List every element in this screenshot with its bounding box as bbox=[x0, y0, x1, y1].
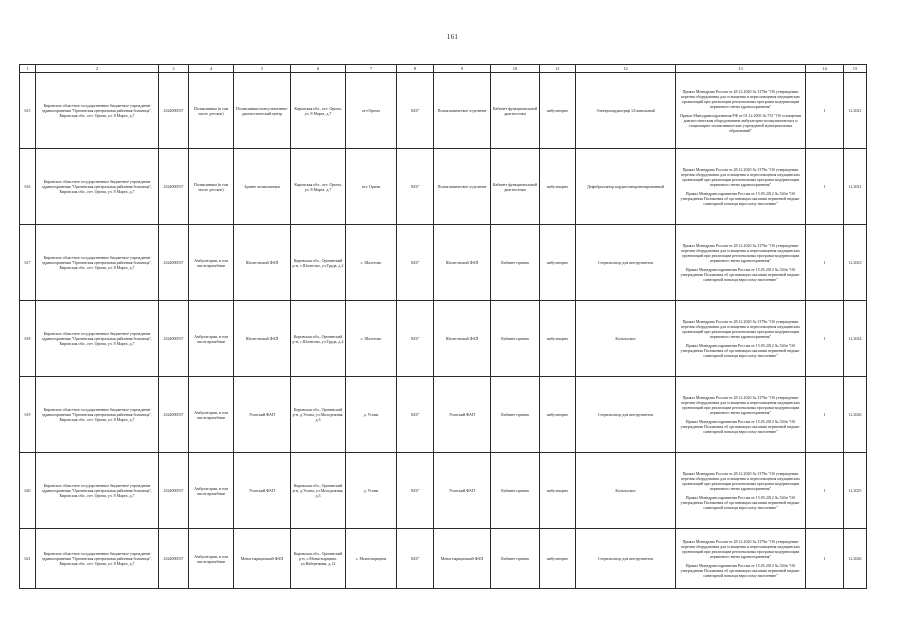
inn-cell: 4324000537 bbox=[159, 225, 189, 301]
department-cell: Шалеговский ФАП bbox=[434, 301, 491, 377]
locality-cell: с. Шалегово bbox=[346, 301, 397, 377]
legal-basis-cell bbox=[676, 377, 806, 453]
room-cell: Кабинет приема bbox=[491, 529, 540, 589]
equipment-cell: Стерилизатор для инструментов bbox=[576, 377, 676, 453]
inn-cell: 4324000537 bbox=[159, 453, 189, 529]
organization-cell: Кировское областное государственное бюджетное учреждение здравоохранения "Оричевская центральная районная больница", Кировская обл., пгт. Оричи, ул. 8 Марта, д.7 bbox=[36, 225, 159, 301]
care-type-cell: амбулаторно bbox=[540, 453, 576, 529]
unit-type-cell: Амбулатории, в том числе врачебные bbox=[189, 225, 234, 301]
organization-cell: Кировское областное государственное бюджетное учреждение здравоохранения "Оричевская центральная районная больница", Кировская обл., пгт. Оричи, ул. 8 Марта, д.7 bbox=[36, 453, 159, 529]
department-cell: Поликлиническое отделение bbox=[434, 149, 491, 225]
column-header: 11 bbox=[540, 65, 576, 73]
row-number: 620 bbox=[20, 453, 36, 529]
legal-basis-cell bbox=[676, 73, 806, 149]
date-cell: 12.2023 bbox=[844, 225, 867, 301]
locality-cell: пгт. Оричи bbox=[346, 149, 397, 225]
inn-cell: 4324000537 bbox=[159, 301, 189, 377]
code-cell: 8437 bbox=[397, 73, 434, 149]
equipment-cell: Кольпоскоп bbox=[576, 453, 676, 529]
page-number: 161 bbox=[446, 33, 459, 41]
legal-basis-text: Приказ Минздрава России от 28.12.2020 № 1379н "Об утверждении перечня оборудования для оснащения и переоснащения медицинских организаций при реализации региональных программ модернизации первичного звена здравоохранения" bbox=[680, 319, 801, 339]
legal-basis-text: Приказ Минздрава России от 28.12.2020 № 1379н "Об утверждении перечня оборудования для оснащения и переоснащения медицинских организаций при реализации региональных программ модернизации первичного звена здравоохранения" bbox=[680, 88, 801, 109]
equipment-cell: Дефибриллятор кардиосинхронизированный bbox=[576, 149, 676, 225]
date-cell: 12.2024 bbox=[844, 301, 867, 377]
unit-type-cell: Поликлиника (в том числе детские) bbox=[189, 73, 234, 149]
unit-type-cell: Амбулатории, в том числе врачебные bbox=[189, 453, 234, 529]
row-number: 618 bbox=[20, 301, 36, 377]
legal-basis-cell bbox=[676, 225, 806, 301]
code-cell: 8437 bbox=[397, 225, 434, 301]
legal-basis-text: Приказ Минздравсоцразвития России от 15.05.2012 № 543н "Об утверждении Положения об организации оказания первичной медико-санитарной помощи взрослому населению" bbox=[680, 495, 801, 510]
table-row bbox=[20, 529, 867, 589]
legal-basis-text: Приказ Минздравсоцразвития России от 15.05.2012 № 543н "Об утверждении Положения об организации оказания первичной медико-санитарной помощи взрослому населению" bbox=[680, 419, 801, 434]
column-header: 7 bbox=[346, 65, 397, 73]
care-type-cell: амбулаторно bbox=[540, 225, 576, 301]
department-cell: Усовский ФАП bbox=[434, 453, 491, 529]
unit-name-cell: Усовский ФАП bbox=[234, 453, 291, 529]
legal-basis-cell bbox=[676, 301, 806, 377]
column-header: 6 bbox=[291, 65, 346, 73]
column-header: 1 bbox=[20, 65, 36, 73]
care-type-cell: амбулаторно bbox=[540, 529, 576, 589]
code-cell: 8437 bbox=[397, 301, 434, 377]
quantity-cell: 1 bbox=[806, 453, 844, 529]
legal-basis-text: Приказ Минздравсоцразвития России от 15.05.2012 № 543н "Об утверждении Положения об организации оказания первичной медико-санитарной помощи взрослому населению" bbox=[680, 267, 801, 282]
column-header: 8 bbox=[397, 65, 434, 73]
column-header: 13 bbox=[676, 65, 806, 73]
legal-basis-cell bbox=[676, 453, 806, 529]
column-header: 2 bbox=[36, 65, 159, 73]
quantity-cell: 1 bbox=[806, 149, 844, 225]
unit-type-cell: Амбулатории, в том числе врачебные bbox=[189, 529, 234, 589]
legal-basis-text: Приказ Минздрава России от 28.12.2020 № 1379н "Об утверждении перечня оборудования для оснащения и переоснащения медицинских организаций при реализации региональных программ модернизации первичного звена здравоохранения" bbox=[680, 539, 801, 559]
organization-cell: Кировское областное государственное бюджетное учреждение здравоохранения "Оричевская центральная районная больница", Кировская обл., пгт. Оричи, ул. 8 Марта, д.7 bbox=[36, 529, 159, 589]
room-cell: Кабинет функциональной диагностики bbox=[491, 149, 540, 225]
locality-cell: д. Усовы bbox=[346, 377, 397, 453]
row-number: 619 bbox=[20, 377, 36, 453]
legal-basis-text: Приказ Минздрава России от 28.12.2020 № 1379н "Об утверждении перечня оборудования для оснащения и переоснащения медицинских организаций при реализации региональных программ модернизации первичного звена здравоохранения" bbox=[680, 395, 801, 415]
date-cell: 12.2021 bbox=[844, 73, 867, 149]
row-number: 616 bbox=[20, 149, 36, 225]
legal-basis-text: Приказ Минздравсоцразвития РФ от 01.12.2005 № 753 "Об оснащении диагностическим оборудованием амбулаторно-поликлинических и стационарно-поликлинических учреждений муниципальных образований" bbox=[680, 112, 801, 133]
quantity-cell: 1 bbox=[806, 377, 844, 453]
unit-type-cell: Поликлиника (в том числе детские) bbox=[189, 149, 234, 225]
legal-basis-text: Приказ Минздравсоцразвития России от 15.05.2012 № 543н "Об утверждении Положения об организации оказания первичной медико-санитарной помощи взрослому населению" bbox=[680, 343, 801, 358]
column-header: 5 bbox=[234, 65, 291, 73]
locality-cell: д. Усовы bbox=[346, 453, 397, 529]
inn-cell: 4324000537 bbox=[159, 529, 189, 589]
legal-basis-text: Приказ Минздрава России от 28.12.2020 № 1379н "Об утверждении перечня оборудования для оснащения и переоснащения медицинских организаций при реализации региональных программ модернизации первичного звена здравоохранения" bbox=[680, 243, 801, 263]
column-header: 3 bbox=[159, 65, 189, 73]
column-header: 9 bbox=[434, 65, 491, 73]
unit-type-cell: Амбулатории, в том числе врачебные bbox=[189, 377, 234, 453]
unit-name-cell: Шалеговский ФАП bbox=[234, 225, 291, 301]
legal-basis-text: Приказ Минздравсоцразвития России от 15.05.2012 № 543н "Об утверждении Положения об организации оказания первичной медико-санитарной помощи взрослому населению" bbox=[680, 191, 801, 206]
table-row bbox=[20, 73, 867, 149]
table-row bbox=[20, 149, 867, 225]
code-cell: 8437 bbox=[397, 377, 434, 453]
legal-basis-text: Приказ Минздрава России от 28.12.2020 № 1379н "Об утверждении перечня оборудования для оснащения и переоснащения медицинских организаций при реализации региональных программ модернизации первичного звена здравоохранения" bbox=[680, 167, 801, 187]
organization-cell: Кировское областное государственное бюджетное учреждение здравоохранения "Оричевская центральная районная больница", Кировская обл., пгт. Оричи, ул. 8 Марта, д.7 bbox=[36, 377, 159, 453]
code-cell: 8437 bbox=[397, 453, 434, 529]
organization-cell: Кировское областное государственное бюджетное учреждение здравоохранения "Оричевская центральная районная больница", Кировская обл., пгт. Оричи, ул. 8 Марта, д.7 bbox=[36, 73, 159, 149]
quantity-cell: 1 bbox=[806, 225, 844, 301]
department-cell: Шалеговский ФАП bbox=[434, 225, 491, 301]
locality-cell: с. Монастырщина bbox=[346, 529, 397, 589]
unit-name-cell: Шалеговский ФАП bbox=[234, 301, 291, 377]
equipment-cell: Стерилизатор для инструментов bbox=[576, 225, 676, 301]
equipment-register-table bbox=[19, 64, 867, 589]
quantity-cell: 1 bbox=[806, 301, 844, 377]
department-cell: Усовский ФАП bbox=[434, 377, 491, 453]
unit-name-cell: Монастырщинский ФАП bbox=[234, 529, 291, 589]
date-cell: 12.2026 bbox=[844, 529, 867, 589]
inn-cell: 4324000537 bbox=[159, 149, 189, 225]
address-cell: Кировская обл., Оричевский р-н, с.Монастырщина, ул.Набережная, д.12 bbox=[291, 529, 346, 589]
legal-basis-cell bbox=[676, 529, 806, 589]
column-header: 14 bbox=[806, 65, 844, 73]
column-header: 12 bbox=[576, 65, 676, 73]
care-type-cell: амбулаторно bbox=[540, 149, 576, 225]
room-cell: Кабинет функциональной диагностики bbox=[491, 73, 540, 149]
row-number: 615 bbox=[20, 73, 36, 149]
legal-basis-text: Приказ Минздравсоцразвития России от 15.05.2012 № 543н "Об утверждении Положения об организации оказания первичной медико-санитарной помощи взрослому населению" bbox=[680, 563, 801, 578]
unit-type-cell: Амбулатории, в том числе врачебные bbox=[189, 301, 234, 377]
table-row bbox=[20, 453, 867, 529]
address-cell: Кировская обл., Оричевский р-н, д.Усовы, ул.Молодежная, д.3 bbox=[291, 453, 346, 529]
date-cell: 12.2026 bbox=[844, 377, 867, 453]
inn-cell: 4324000537 bbox=[159, 73, 189, 149]
address-cell: Кировская обл., Оричевский р-н, с.Шалегово, ул.Труда, д.2 bbox=[291, 225, 346, 301]
unit-name-cell: Поликлинико-консультативно-диагностический центр bbox=[234, 73, 291, 149]
legal-basis-cell bbox=[676, 149, 806, 225]
address-cell: Кировская обл., Оричевский р-н, с.Шалегово, ул.Труда, д.2 bbox=[291, 301, 346, 377]
care-type-cell: амбулаторно bbox=[540, 377, 576, 453]
locality-cell: с. Шалегово bbox=[346, 225, 397, 301]
table-row bbox=[20, 377, 867, 453]
row-number: 621 bbox=[20, 529, 36, 589]
department-cell: Поликлиническое отделение bbox=[434, 73, 491, 149]
care-type-cell: амбулаторно bbox=[540, 73, 576, 149]
header-row bbox=[20, 65, 867, 73]
table-row bbox=[20, 301, 867, 377]
room-cell: Кабинет приема bbox=[491, 301, 540, 377]
column-header: 10 bbox=[491, 65, 540, 73]
organization-cell: Кировское областное государственное бюджетное учреждение здравоохранения "Оричевская центральная районная больница", Кировская обл., пгт. Оричи, ул. 8 Марта, д.7 bbox=[36, 301, 159, 377]
equipment-cell: Электрокардиограф 12-канальный bbox=[576, 73, 676, 149]
table-row bbox=[20, 225, 867, 301]
room-cell: Кабинет приема bbox=[491, 453, 540, 529]
organization-cell: Кировское областное государственное бюджетное учреждение здравоохранения "Оричевская центральная районная больница", Кировская обл., пгт. Оричи, ул. 8 Марта, д.7 bbox=[36, 149, 159, 225]
column-header: 15 bbox=[844, 65, 867, 73]
quantity-cell: 1 bbox=[806, 73, 844, 149]
column-header: 4 bbox=[189, 65, 234, 73]
quantity-cell: 1 bbox=[806, 529, 844, 589]
date-cell: 12.2021 bbox=[844, 149, 867, 225]
room-cell: Кабинет приема bbox=[491, 225, 540, 301]
care-type-cell: амбулаторно bbox=[540, 301, 576, 377]
code-cell: 8437 bbox=[397, 529, 434, 589]
unit-name-cell: Здание поликлиники bbox=[234, 149, 291, 225]
room-cell: Кабинет приема bbox=[491, 377, 540, 453]
row-number: 617 bbox=[20, 225, 36, 301]
equipment-cell: Кольпоскоп bbox=[576, 301, 676, 377]
locality-cell: пгт.Оричи bbox=[346, 73, 397, 149]
unit-name-cell: Усовский ФАП bbox=[234, 377, 291, 453]
address-cell: Кировская обл., Оричевский р-н, д.Усовы, ул.Молодежная, д.3 bbox=[291, 377, 346, 453]
code-cell: 8437 bbox=[397, 149, 434, 225]
department-cell: Монастырщинский ФАП bbox=[434, 529, 491, 589]
address-cell: Кировская обл., пгт. Оричи, ул. 8 Марта, д.7 bbox=[291, 73, 346, 149]
equipment-cell: Стерилизатор для инструментов bbox=[576, 529, 676, 589]
address-cell: Кировская обл., пгт. Оричи, ул. 8 Марта, д.7 bbox=[291, 149, 346, 225]
date-cell: 12.2025 bbox=[844, 453, 867, 529]
legal-basis-text: Приказ Минздрава России от 28.12.2020 № 1379н "Об утверждении перечня оборудования для оснащения и переоснащения медицинских организаций при реализации региональных программ модернизации первичного звена здравоохранения" bbox=[680, 471, 801, 491]
inn-cell: 4324000537 bbox=[159, 377, 189, 453]
